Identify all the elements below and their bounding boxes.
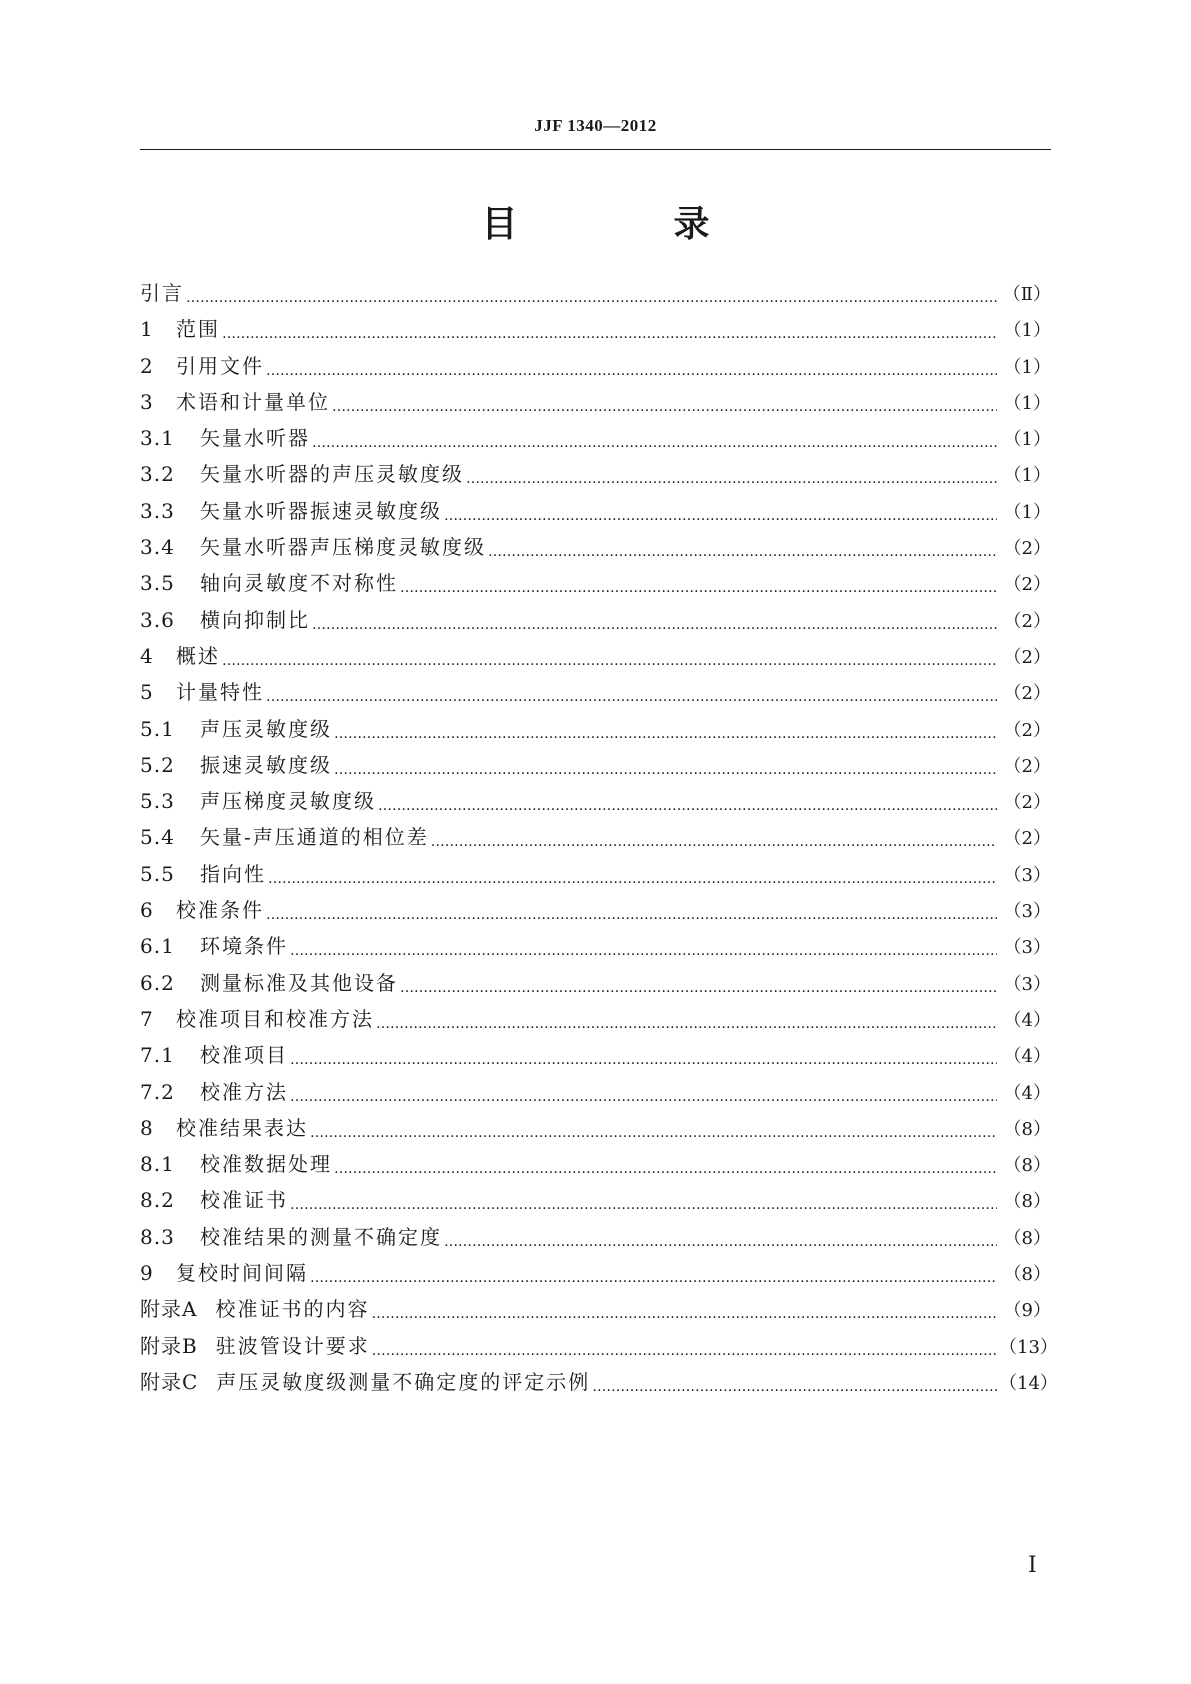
toc-dot-leader: [310, 1118, 997, 1142]
toc-entry-page: （1）: [1003, 501, 1051, 523]
toc-entry-label: 横向抑制比: [200, 607, 310, 632]
toc-entry-page: （8）: [1003, 1118, 1051, 1140]
toc-entry-label: 声压梯度灵敏度级: [200, 789, 376, 814]
toc-entry[interactable]: [140, 277, 1051, 313]
toc-entry-page: （3）: [1003, 973, 1051, 995]
toc-entry-number: 2: [140, 353, 154, 378]
toc-entry[interactable]: [140, 350, 1051, 386]
toc-entry-number: 8: [140, 1115, 154, 1140]
toc-entry-page: （4）: [1003, 1009, 1051, 1031]
toc-entry-label: 校准条件: [176, 898, 264, 923]
toc-entry-number: 7.1: [140, 1043, 175, 1068]
toc-entry[interactable]: [140, 858, 1051, 894]
toc-entry-page: （4）: [1003, 1046, 1051, 1068]
toc-entry-label: 引言: [140, 281, 184, 305]
toc-entry-number: 5.1: [140, 716, 175, 741]
toc-dot-leader: [466, 464, 997, 488]
toc-entry[interactable]: [140, 713, 1051, 749]
toc-dot-leader: [266, 356, 997, 380]
toc-entry-number: 3.4: [140, 535, 175, 560]
toc-entry-label: 引用文件: [176, 353, 264, 378]
toc-dot-leader: [488, 537, 997, 561]
toc-entry-number: 6.2: [140, 970, 175, 995]
toc-dot-leader: [268, 864, 997, 888]
toc-entry[interactable]: [140, 531, 1051, 567]
toc-entry-label: 范围: [176, 317, 220, 342]
toc-entry-number: 8.1: [140, 1152, 175, 1177]
toc-dot-leader: [290, 1190, 997, 1214]
toc-entry-number: 附录A: [140, 1297, 198, 1322]
toc-entry-number: 8.3: [140, 1224, 175, 1249]
toc-entry-label: 校准数据处理: [200, 1152, 332, 1177]
toc-dot-leader: [310, 1263, 997, 1287]
toc-entry-number: 3.1: [140, 426, 175, 451]
toc-entry[interactable]: [140, 1112, 1051, 1148]
toc-entry-label: 矢量水听器振速灵敏度级: [200, 498, 442, 523]
toc-entry-page: （1）: [1003, 392, 1051, 414]
toc-dot-leader: [334, 755, 997, 779]
header-divider: [140, 149, 1051, 150]
toc-entry-label: 矢量-声压通道的相位差: [200, 825, 429, 850]
toc-entry[interactable]: [140, 1076, 1051, 1112]
toc-entry-page: （2）: [1003, 646, 1051, 668]
toc-entry-number: 4: [140, 643, 154, 668]
toc-entry-page: （2）: [1003, 792, 1051, 814]
toc-entry[interactable]: [140, 894, 1051, 930]
toc-entry-page: （8）: [1003, 1155, 1051, 1177]
toc-entry-label: 测量标准及其他设备: [200, 970, 398, 995]
toc-entry[interactable]: [140, 1293, 1051, 1329]
toc-entry-page: （3）: [1003, 901, 1051, 923]
toc-dot-leader: [431, 827, 997, 851]
toc-entry-label: 概述: [176, 643, 220, 668]
toc-dot-leader: [376, 1009, 997, 1033]
toc-entry-label: 计量特性: [176, 680, 264, 705]
toc-dot-leader: [290, 936, 997, 960]
toc-dot-leader: [400, 573, 997, 597]
toc-dot-leader: [266, 682, 997, 706]
toc-dot-leader: [332, 392, 997, 416]
toc-entry-page: （1）: [1003, 356, 1051, 378]
toc-entry-number: 3.5: [140, 571, 175, 596]
toc-entry-page: （1）: [1003, 429, 1051, 451]
toc-entry-page: （2）: [1003, 719, 1051, 741]
toc-dot-leader: [334, 1154, 997, 1178]
toc-entry-page: （2）: [1003, 755, 1051, 777]
toc-entry-number: 5.4: [140, 825, 175, 850]
toc-entry-number: 3.6: [140, 607, 175, 632]
toc-entry-page: （8）: [1003, 1191, 1051, 1213]
toc-entry-label: 矢量水听器: [200, 426, 310, 451]
toc-entry-label: 校准结果表达: [176, 1115, 308, 1140]
toc-entry[interactable]: [140, 1184, 1051, 1220]
toc-entry[interactable]: [140, 495, 1051, 531]
toc-dot-leader: [371, 1299, 997, 1323]
toc-entry[interactable]: [140, 967, 1051, 1003]
toc-entry-label: 复校时间间隔: [176, 1261, 308, 1286]
toc-entry[interactable]: [140, 458, 1051, 494]
toc-dot-leader: [312, 428, 997, 452]
toc-entry-number: 7: [140, 1006, 154, 1031]
toc-entry-page: （1）: [1003, 320, 1051, 342]
toc-entry[interactable]: [140, 567, 1051, 603]
toc-entry-number: 5.2: [140, 752, 175, 777]
toc-entry-number: 6.1: [140, 934, 175, 959]
table-of-contents: [140, 277, 1058, 1402]
toc-entry[interactable]: [140, 313, 1051, 349]
toc-entry-number: 3: [140, 389, 154, 414]
toc-entry-number: 3.2: [140, 462, 175, 487]
toc-entry-label: 声压灵敏度级: [200, 716, 332, 741]
toc-entry-label: 轴向灵敏度不对称性: [200, 571, 398, 596]
toc-entry-number: 5.5: [140, 861, 175, 886]
toc-entry[interactable]: [140, 676, 1051, 712]
toc-entry-page: （13）: [999, 1336, 1058, 1358]
toc-entry[interactable]: [140, 930, 1051, 966]
toc-entry[interactable]: [140, 640, 1051, 676]
document-code-header: JJF 1340—2012: [534, 116, 657, 135]
toc-dot-leader: [372, 1336, 997, 1360]
toc-entry[interactable]: [140, 1257, 1051, 1293]
toc-entry-number: 5.3: [140, 789, 175, 814]
toc-dot-leader: [290, 1082, 997, 1106]
toc-entry-page: （3）: [1003, 937, 1051, 959]
toc-entry[interactable]: [140, 386, 1051, 422]
toc-entry[interactable]: [140, 821, 1051, 857]
toc-entry[interactable]: [140, 604, 1051, 640]
toc-entry-page: （9）: [1003, 1300, 1051, 1322]
toc-entry-label: 校准证书: [200, 1188, 288, 1213]
toc-dot-leader: [290, 1045, 997, 1069]
toc-dot-leader: [334, 719, 997, 743]
toc-entry-label: 校准方法: [200, 1079, 288, 1104]
toc-entry-label: 校准结果的测量不确定度: [200, 1224, 442, 1249]
toc-entry-label: 校准项目: [200, 1043, 288, 1068]
toc-entry-page: （3）: [1003, 864, 1051, 886]
toc-entry-page: （2）: [1003, 683, 1051, 705]
toc-entry-page: （4）: [1003, 1082, 1051, 1104]
toc-entry[interactable]: [140, 422, 1051, 458]
toc-entry-label: 环境条件: [200, 934, 288, 959]
toc-entry-page: （1）: [1003, 465, 1051, 487]
toc-entry[interactable]: [140, 1003, 1051, 1039]
toc-entry-page: （2）: [1003, 538, 1051, 560]
toc-dot-leader: [378, 791, 997, 815]
toc-dot-leader: [222, 646, 997, 670]
toc-entry[interactable]: [140, 1221, 1051, 1257]
toc-entry-number: 3.3: [140, 498, 175, 523]
toc-entry-page: （14）: [999, 1372, 1058, 1394]
toc-dot-leader: [592, 1372, 997, 1396]
toc-entry-number: 1: [140, 317, 154, 342]
toc-entry-number: 5: [140, 680, 154, 705]
toc-title: 目 录: [481, 204, 770, 245]
toc-entry-page: （8）: [1003, 1227, 1051, 1249]
toc-entry[interactable]: [140, 749, 1051, 785]
toc-entry-page: （Ⅱ）: [1002, 284, 1051, 305]
toc-dot-leader: [266, 900, 997, 924]
toc-entry-label: 驻波管设计要求: [215, 1333, 370, 1358]
toc-entry[interactable]: [140, 1366, 1058, 1402]
toc-dot-leader: [444, 1227, 997, 1251]
toc-entry-label: 矢量水听器的声压灵敏度级: [200, 462, 464, 487]
toc-entry[interactable]: [140, 1039, 1051, 1075]
toc-entry-page: （2）: [1003, 610, 1051, 632]
toc-entry[interactable]: [140, 1148, 1051, 1184]
toc-dot-leader: [222, 319, 997, 343]
toc-entry-number: 6: [140, 898, 154, 923]
toc-entry-page: （2）: [1003, 828, 1051, 850]
toc-dot-leader: [444, 501, 997, 525]
toc-entry-label: 指向性: [200, 861, 266, 886]
toc-entry-label: 校准证书的内容: [215, 1297, 370, 1322]
toc-entry-label: 振速灵敏度级: [200, 752, 332, 777]
toc-entry-number: 7.2: [140, 1079, 175, 1104]
toc-dot-leader: [186, 283, 997, 307]
page-number: Ⅰ: [1028, 1552, 1037, 1577]
toc-entry-number: 8.2: [140, 1188, 175, 1213]
toc-entry-page: （2）: [1003, 574, 1051, 596]
toc-dot-leader: [400, 973, 997, 997]
toc-entry-label: 声压灵敏度级测量不确定度的评定示例: [216, 1369, 591, 1394]
toc-entry-number: 9: [140, 1261, 154, 1286]
toc-dot-leader: [312, 610, 997, 634]
toc-entry[interactable]: [140, 1330, 1058, 1366]
toc-entry-number: 附录C: [140, 1369, 199, 1394]
toc-entry-number: 附录B: [140, 1333, 198, 1358]
toc-entry-page: （8）: [1003, 1264, 1051, 1286]
toc-entry-label: 校准项目和校准方法: [176, 1006, 374, 1031]
toc-entry-label: 术语和计量单位: [176, 389, 330, 414]
toc-entry-label: 矢量水听器声压梯度灵敏度级: [200, 535, 486, 560]
toc-entry[interactable]: [140, 785, 1051, 821]
